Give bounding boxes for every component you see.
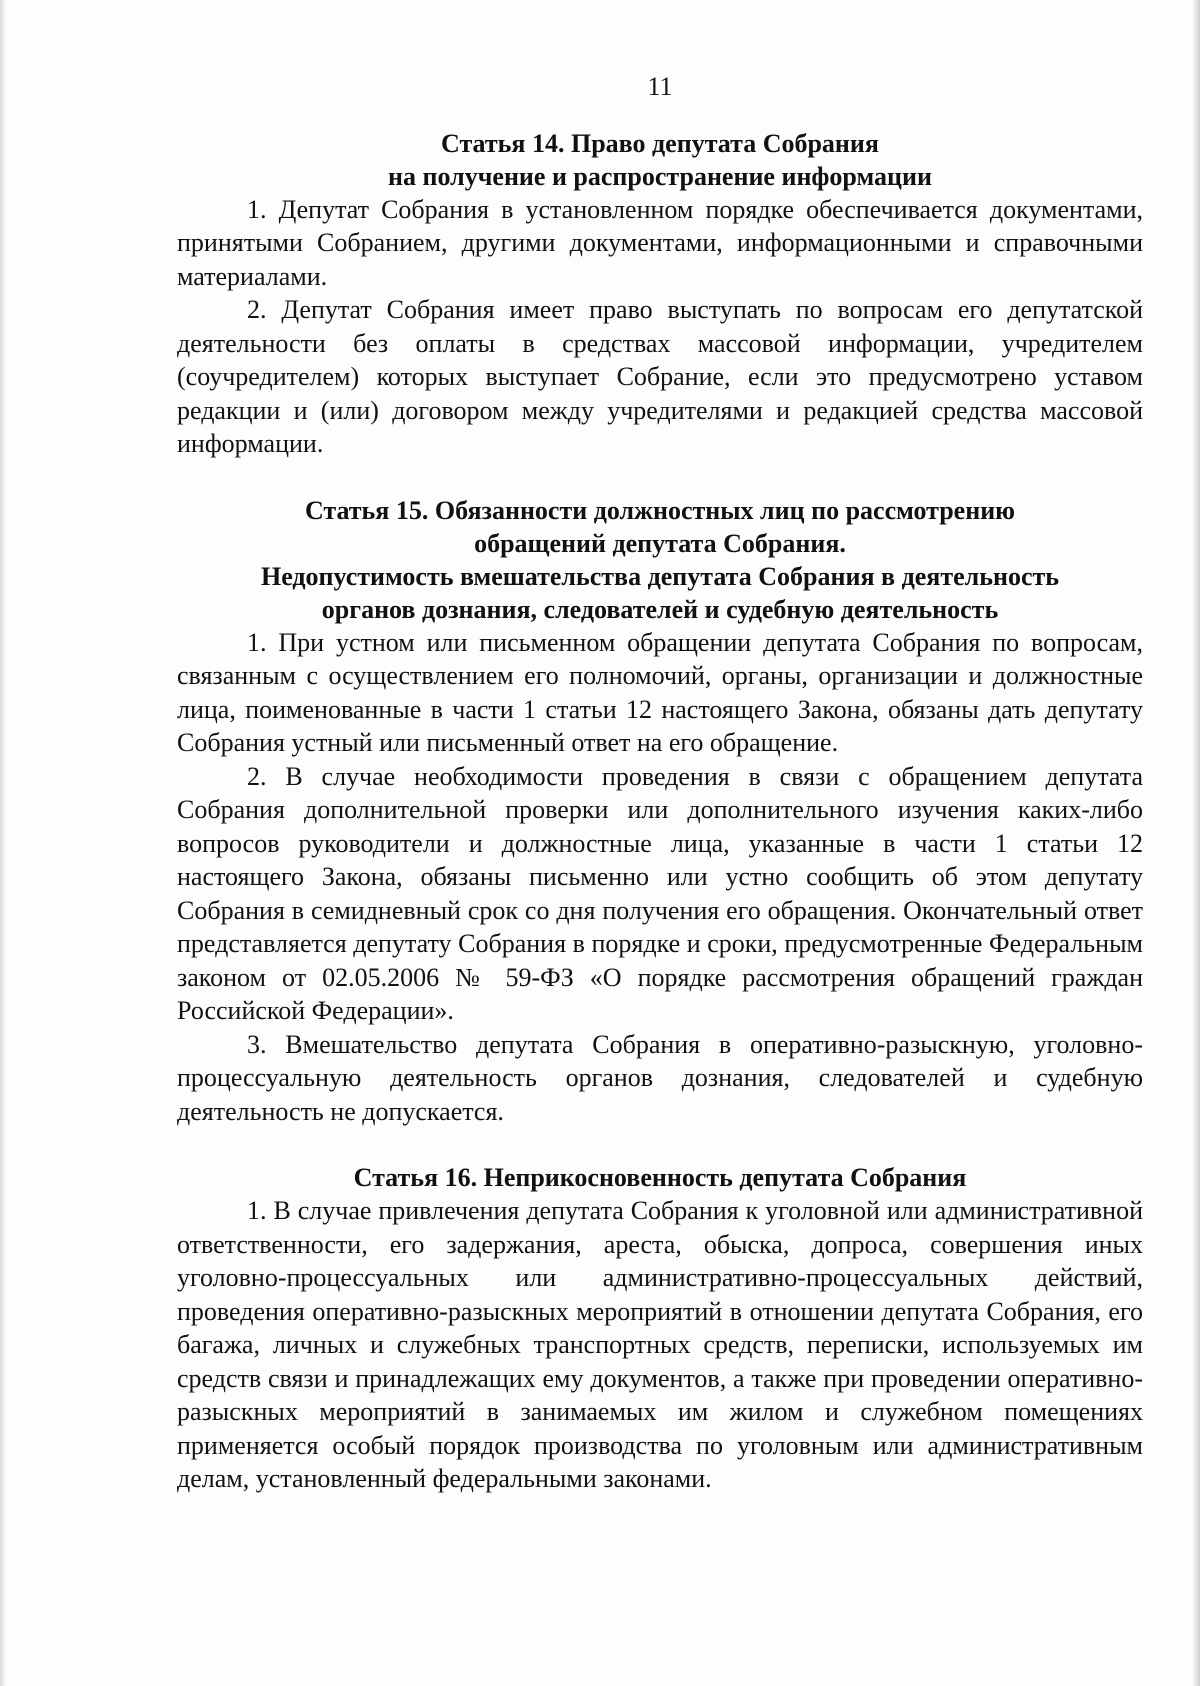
article-heading-line: Статья 14. Право депутата Собрания [441, 128, 879, 158]
article-15 [177, 494, 1143, 1129]
document-body [177, 70, 1143, 1496]
article-paragraph: 1. При устном или письменном обращении депутата Собрания по вопросам, связанным с осуществлением его полномочий, органы, организации и должностные лица, поименованные в части 1 статьи 12 настоящего Закона, обязаны дать депутату Собрания устный или письменный ответ на его обращение. [177, 627, 1143, 757]
article-heading-line: на получение и распространение информации [388, 161, 932, 191]
article-14 [177, 127, 1143, 461]
article-heading-line: обращений депутата Собрания. [474, 528, 846, 558]
section-spacer [177, 1128, 1143, 1161]
article-16 [177, 1161, 1143, 1496]
article-paragraph: 2. В случае необходимости проведения в связи с обращением депутата Собрания дополнительной проверки или дополнительного изучения каких-либо вопросов руководители и должностные лица, указанные в части 1 статьи 12 настоящего Закона, обязаны письменно или устно сообщить об этом депутату Собрания в семидневный срок со дня получения его обращения. Окончательный ответ представляется депутату Собрания в порядке и сроки, предусмотренные Федеральным законом от 02.05.2006 № 59-ФЗ «О порядке рассмотрения обращений граждан Российской Федерации». [177, 761, 1143, 1025]
section-spacer [177, 461, 1143, 494]
article-paragraph: 1. Депутат Собрания в установленном порядке обеспечивается документами, принятыми Собранием, другими документами, информационными и справочными материалами. [177, 194, 1143, 291]
article-paragraph: 2. Депутат Собрания имеет право выступать по вопросам его депутатской деятельности без оплаты в средствах массовой информации, учредителем (соучредителем) которых выступает Собрание, если это предусмотрено уставом редакции и (или) договором между учредителями и редакцией средства массовой информации. [177, 295, 1143, 458]
article-heading-line: Недопустимость вмешательства депутата Собрания в деятельность [260, 561, 1060, 591]
scan-edge-left [0, 0, 6, 1686]
scan-edge-right [1192, 0, 1200, 1686]
article-heading-line: органов дознания, следователей и судебную деятельность [321, 594, 999, 624]
page-number: 11 [647, 72, 673, 101]
article-heading-line: Статья 16. Неприкосновенность депутата Собрания [353, 1163, 967, 1192]
article-paragraph: 1. В случае привлечения депутата Собрания к уголовной или административной ответственности, его задержания, ареста, обыска, допроса, совершения иных уголовно-процессуальных или административно-процессуальных действий, проведения оперативно-разыскных мероприятий в отношении депутата Собрания, его багажа, личных и служебных транспортных средств, переписки, используемых им средств связи и принадлежащих ему документов, а также при проведении оперативно-разыскных мероприятий в занимаемых им жилом и служебном помещениях применяется особый порядок производства по уголовным или административным делам, установленный федеральными законами. [177, 1196, 1143, 1493]
article-heading-line: Статья 15. Обязанности должностных лиц по рассмотрению [304, 495, 1016, 525]
article-paragraph: 3. Вмешательство депутата Собрания в оперативно-разыскную, уголовно-процессуальную деятельность органов дознания, следователей и судебную деятельность не допускается. [177, 1029, 1143, 1126]
